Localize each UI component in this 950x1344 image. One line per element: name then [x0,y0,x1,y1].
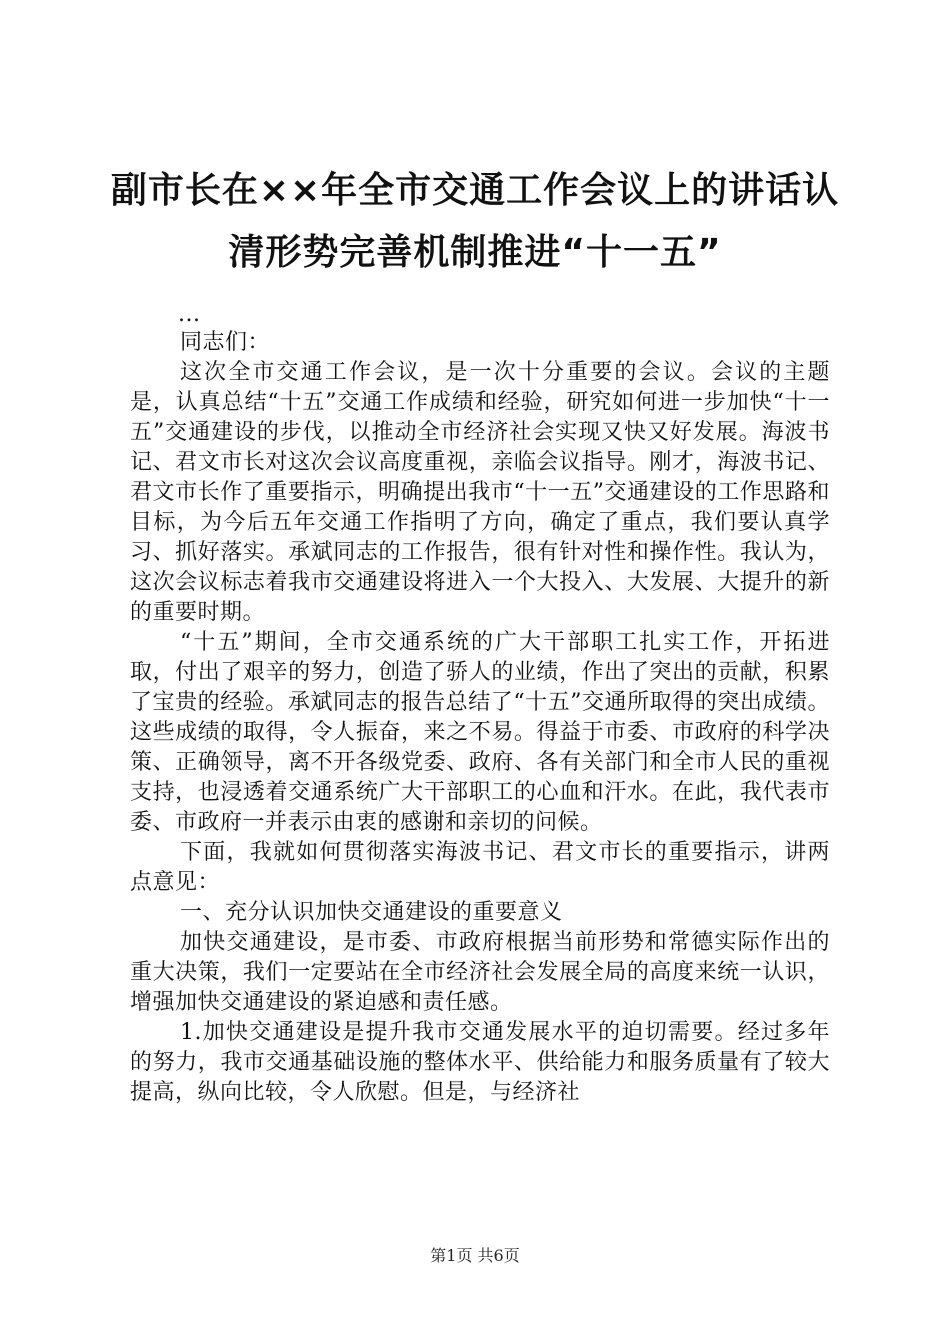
paragraph-intro: 这次全市交通工作会议，是一次十分重要的会议。会议的主题是，认真总结“十五”交通工作成绩和经验，研究如何进一步加快“十一五”交通建设的步伐，以推动全市经济社会实现又快又好发展。海波书记、君文市长对这次会议高度重视，亲临会议指导。刚才，海波书记、君文市长作了重要指示，明确提出我市“十一五”交通建设的工作思路和目标，为今后五年交通工作指明了方向，确定了重点，我们要认真学习、抓好落实。承斌同志的工作报告，很有针对性和操作性。我认为，这次会议标志着我市交通建设将进入一个大投入、大发展、大提升的新的重要时期。 [130,360,830,625]
page-footer: 第1页 共6页 [430,1246,520,1265]
paragraph-point-1: 1.加快交通建设是提升我市交通发展水平的迫切需要。经过多年的努力，我市交通基础设施的整体水平、供给能力和服务质量有了较大提高，纵向比较，令人欣慰。但是，与经济社 [130,1020,830,1105]
ellipsis-marker: ... [178,302,201,327]
paragraph-transition: 下面，我就如何贯彻落实海波书记、君文市长的重要指示，讲两点意见： [130,840,830,895]
document-title-line-1: 副市长在××年全市交通工作会议上的讲话认 [110,170,840,211]
paragraph-achievements: “十五”期间，全市交通系统的广大干部职工扎实工作，开拓进取，付出了艰辛的努力，创造了骄人的业绩，作出了突出的贡献，积累了宝贵的经验。承斌同志的报告总结了“十五”交通所取得的突出成绩。这些成绩的取得，令人振奋，来之不易。得益于市委、市政府的科学决策、正确领导，离不开各级党委、政府、各有关部门和全市人民的重视支持，也浸透着交通系统广大干部职工的心血和汗水。在此，我代表市委、市政府一并表示由衷的感谢和亲切的问候。 [130,630,830,835]
section-heading-1: 一、充分认识加快交通建设的重要意义 [180,900,563,925]
document-body [130,302,830,1108]
document-title-line-2: 清形势完善机制推进“十一五” [228,232,722,273]
salutation: 同志们： [180,330,271,355]
paragraph-section-1-intro: 加快交通建设，是市委、市政府根据当前形势和常德实际作出的重大决策，我们一定要站在全市经济社会发展全局的高度来统一认识，增强加快交通建设的紧迫感和责任感。 [130,930,830,1015]
